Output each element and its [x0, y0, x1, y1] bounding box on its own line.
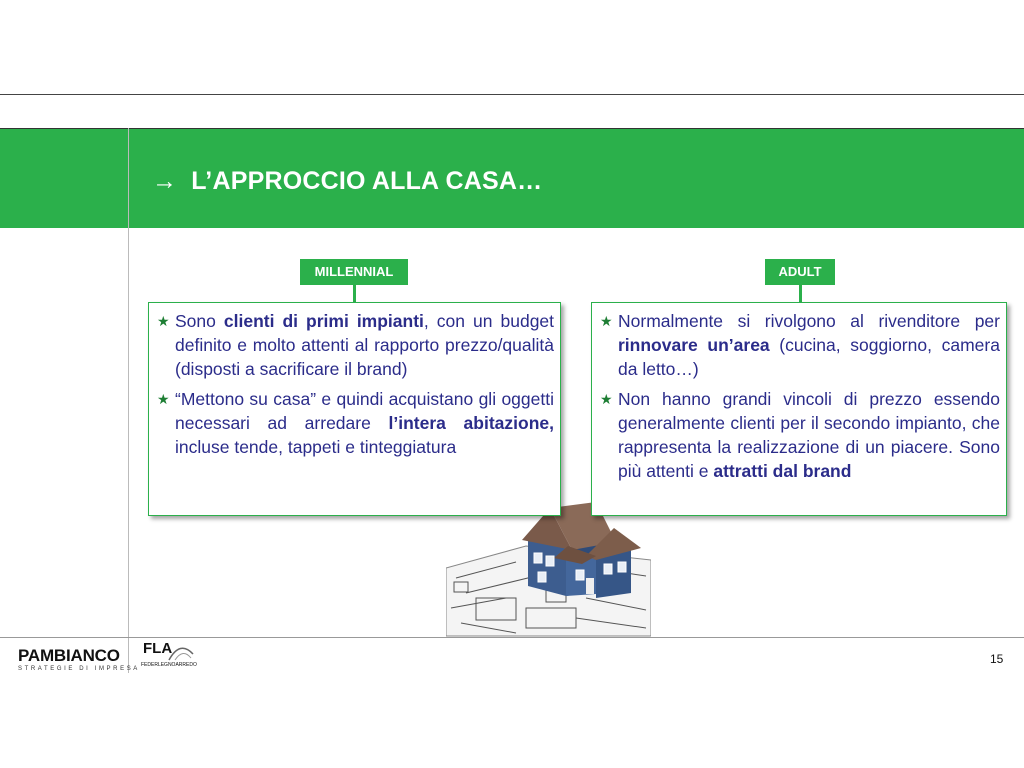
millennial-item-2: ★ “Mettono su casa” e quindi acquistano gli oggetti necessari ad arredare l’intera abitazione, incluse tende, tappeti e tinteggiatura	[157, 389, 554, 457]
slide-title-text: L’APPROCCIO ALLA CASA…	[191, 167, 543, 195]
millennial-tag: MILLENNIAL	[300, 259, 408, 285]
adult-tag: ADULT	[765, 259, 835, 285]
millennial-connector	[353, 285, 356, 302]
star-bullet-icon: ★	[600, 391, 613, 407]
fla-arc-icon	[165, 642, 195, 662]
slide-title	[152, 167, 542, 196]
adult-box	[591, 302, 1007, 516]
adult-item-1: ★ Normalmente si rivolgono al rivenditore per rinnovare un’area (cucina, soggiorno, camera da letto…)	[600, 311, 1000, 379]
star-bullet-icon: ★	[600, 313, 613, 329]
millennial-box	[148, 302, 561, 516]
fla-logo: FLA FEDERLEGNOARREDO	[141, 640, 197, 668]
arrow-icon: →	[152, 167, 178, 195]
millennial-item-1: ★ Sono clienti di primi impianti, con un budget definito e molto attenti al rapporto prezzo/qualità (disposti a sacrificare il brand)	[157, 311, 555, 379]
adult-connector	[799, 285, 802, 302]
footer-rule	[0, 637, 1024, 638]
star-bullet-icon: ★	[157, 313, 170, 329]
title-banner	[0, 128, 1024, 228]
left-vertical-rule	[128, 128, 129, 673]
adult-item-2: ★ Non hanno grandi vincoli di prezzo essendo generalmente clienti per il secondo impianto, che rappresenta la realizzazione di un piacere. Sono più attenti e attratti dal brand	[600, 389, 1000, 481]
house-blueprint-image	[446, 498, 651, 638]
top-rule	[0, 94, 1024, 95]
page-number: 15	[990, 652, 1004, 666]
star-bullet-icon: ★	[157, 391, 170, 407]
pambianco-logo: PAMBIANCO STRATEGIE DI IMPRESA	[18, 646, 140, 672]
